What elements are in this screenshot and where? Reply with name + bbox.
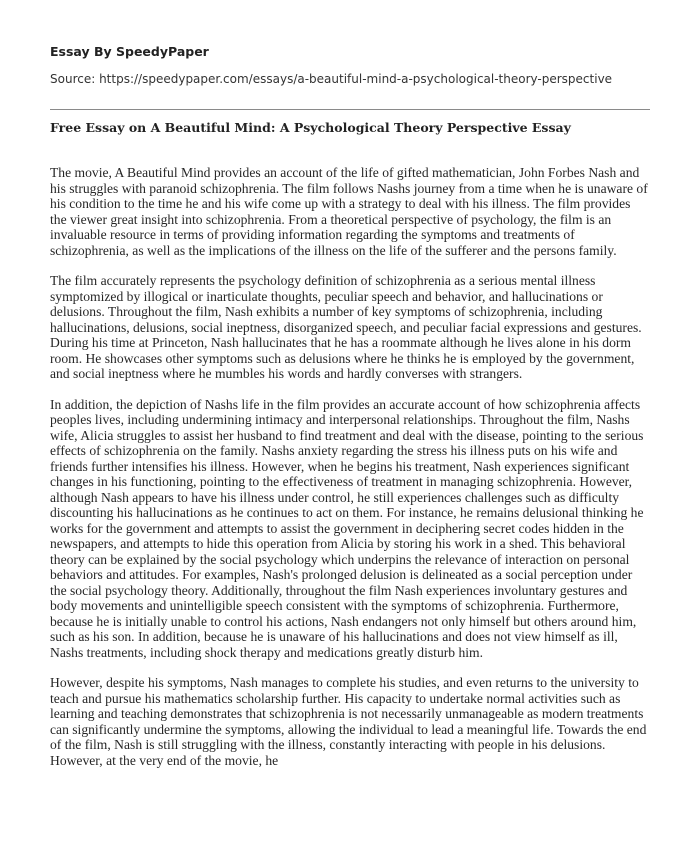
document-page bbox=[50, 0, 650, 850]
site-label: Essay By SpeedyPaper bbox=[50, 44, 209, 59]
essay-body bbox=[50, 165, 650, 783]
header-divider bbox=[50, 109, 650, 110]
essay-title: Free Essay on A Beautiful Mind: A Psychological Theory Perspective Essay bbox=[50, 120, 571, 135]
essay-paragraph: In addition, the depiction of Nashs life in the film provides an accurate account of how schizophrenia affects peoples lives, including undermining intimacy and interpersonal relationships. Throughout the film, Nashs wife, Alicia struggles to assist her husband to find treatment and deal with the disease, pointing to the serious effects of schizophrenia on the family. Nashs anxiety regarding the stress his illness puts on his wife and friends further intensifies his illness. However, when he begins his treatment, Nash experiences significant changes in his functioning, pointing to the effectiveness of treatment in managing schizophrenia. However, although Nash appears to have his illness under control, he still experiences challenges such as difficulty discounting his hallucinations as he continues to act on them. For instance, he remains delusional thinking he works for the government and attempts to assist the government in deciphering secret codes hidden in the newspapers, and attempts to hide this operation from Alicia by storing his work in a shed. This behavioral theory can be explained by the social psychology which underpins the relevance of interaction on personal behaviors and attitudes. For examples, Nash's prolonged delusion is delineated as a social perception under the social psychology theory. Additionally, throughout the film Nash experiences involuntary gestures and body movements and unintelligible speech consistent with the symptoms of schizophrenia. Furthermore, because he is initially unable to control his actions, Nash endangers not only himself but others around him, such as his son. In addition, because he is unaware of his hallucinations and does not view himself as ill, Nashs treatments, including shock therapy and medications greatly disturb him. bbox=[50, 396, 644, 660]
essay-paragraph: The movie, A Beautiful Mind provides an account of the life of gifted mathematician, John Forbes Nash and his struggles with paranoid schizophrenia. The film follows Nashs journey from a time when he is unaware of his condition to the time he and his wife come up with a strategy to deal with his illness. The film provides the viewer great insight into schizophrenia. From a theoretical perspective of psychology, the film is an invaluable resource in terms of providing information regarding the symptoms and treatments of schizophrenia, as well as the implications of the illness on the life of the sufferer and the persons family. bbox=[50, 165, 648, 258]
essay-paragraph: The film accurately represents the psychology definition of schizophrenia as a serious mental illness symptomized by illogical or inarticulate thoughts, peculiar speech and behavior, and hallucinations or delusions. Throughout the film, Nash exhibits a number of key symptoms of schizophrenia, including hallucinations, delusions, social ineptness, disorganized speech, and peculiar facial expressions and gestures. During his time at Princeton, Nash hallucinates that he has a roommate although he lives alone in his dorm room. He showcases other symptoms such as delusions where he thinks he is employed by the government, and social ineptness where he mumbles his words and hardly converses with strangers. bbox=[50, 273, 642, 381]
source-line: Source: https://speedypaper.com/essays/a-beautiful-mind-a-psychological-theory-perspective bbox=[50, 72, 613, 86]
essay-paragraph: However, despite his symptoms, Nash manages to complete his studies, and even returns to the university to teach and pursue his mathematics scholarship further. His capacity to undertake normal activities such as learning and teaching demonstrates that schizophrenia is not necessarily unmanageable as modern treatments can significantly undermine the symptoms, allowing the individual to lead a meaningful life. Towards the end of the film, Nash is still struggling with the illness, constantly interacting with people in his delusions. However, at the very end of the movie, he bbox=[50, 675, 647, 768]
